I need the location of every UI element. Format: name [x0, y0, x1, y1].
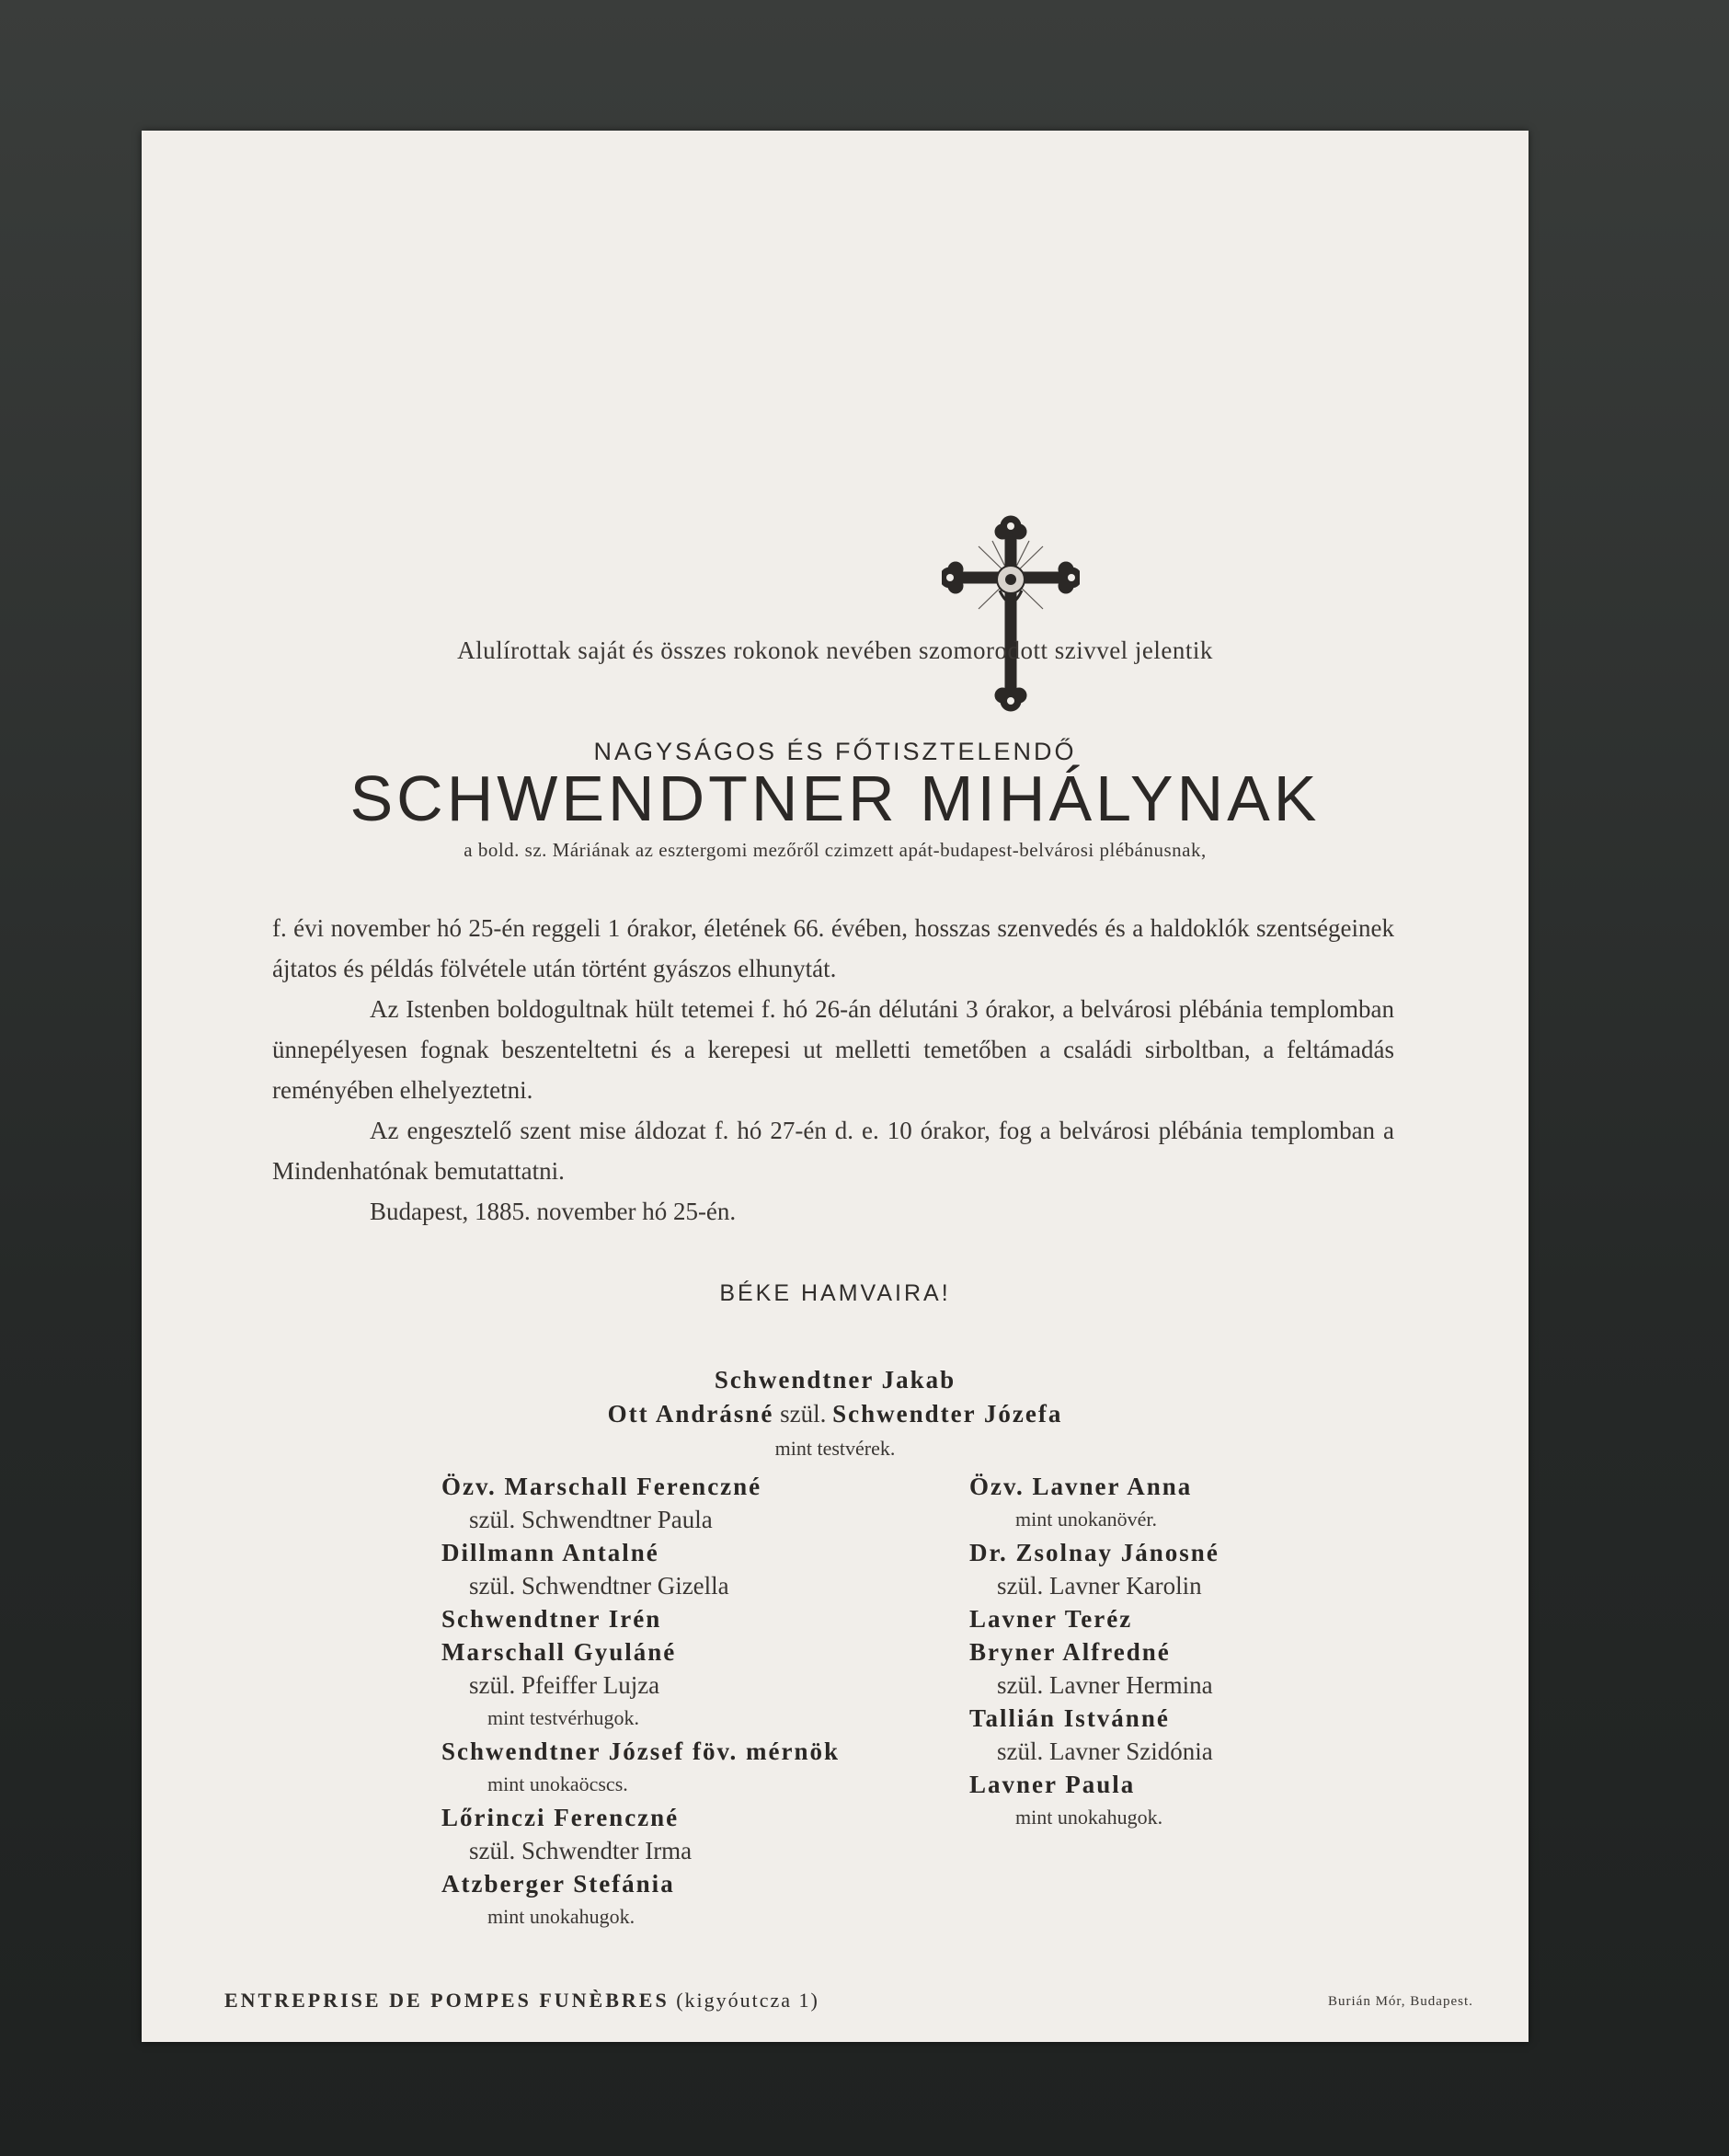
relative-name: Marschall Gyuláné	[441, 1638, 677, 1666]
sibling-name: Schwendtner Jakab	[714, 1366, 956, 1393]
relative-maiden-name: szül. Schwendter Irma	[469, 1837, 693, 1864]
undertaker-imprint: ENTREPRISE DE POMPES FUNÈBRES (kigyóutcza 1)	[224, 1989, 819, 2012]
sibling-name: Ott Andrásné szül. Schwendter Józefa	[607, 1400, 1063, 1428]
relation-note: mint testvérek.	[774, 1437, 896, 1460]
place-date: Budapest, 1885. november hó 25-én.	[370, 1198, 737, 1225]
deceased-position: a bold. sz. Máriának az esztergomi mezőről czimzett apát-budapest-belvárosi plébánusnak,	[464, 839, 1207, 861]
relative-name: Bryner Alfredné	[969, 1638, 1171, 1666]
funeral-notice-sheet	[142, 131, 1529, 2042]
relative-name: Özv. Lavner Anna	[969, 1473, 1193, 1500]
relative-name: Tallián Istvánné	[969, 1704, 1170, 1732]
relation-note: mint unokanövér.	[1015, 1508, 1157, 1531]
intro-line: Alulírottak saját és összes rokonok nevében szomorodott szivvel jelentik	[457, 636, 1213, 664]
cross-icon	[942, 513, 1080, 714]
relative-maiden-name: szül. Schwendtner Gizella	[469, 1572, 729, 1600]
funeral-details: Az Istenben boldogultnak hült tetemei f. hó 26-án délutáni 3 órakor, a belvárosi plébánia templomban ünnepélyesen fognak beszenteltetni és a kerepesi ut melletti temetőben a családi sirboltban, a feltámadás reményében elhelyeztetni.	[272, 995, 1394, 1104]
siblings-block	[142, 1363, 1529, 1465]
relative-maiden-name: szül. Lavner Karolin	[997, 1572, 1202, 1600]
relation-note: mint testvérhugok.	[487, 1706, 639, 1729]
deceased-name: SCHWENDTNER MIHÁLYNAK	[349, 763, 1321, 834]
printer-imprint: Burián Mór, Budapest.	[1328, 1994, 1473, 2009]
relation-note: mint unokahugok.	[1015, 1806, 1163, 1829]
relative-maiden-name: szül. Pfeiffer Lujza	[469, 1671, 660, 1699]
announcement-body	[272, 908, 1394, 1232]
relatives-right-column	[969, 1470, 1448, 1834]
relative-name: Dillmann Antalné	[441, 1539, 659, 1566]
relative-name: Atzberger Stefánia	[441, 1870, 675, 1898]
relation-note: mint unokaöcscs.	[487, 1772, 628, 1795]
honorific-title: NAGYSÁGOS ÉS FŐTISZTELENDŐ	[593, 738, 1077, 765]
relative-maiden-name: szül. Lavner Szidónia	[997, 1737, 1213, 1765]
rest-in-peace: BÉKE HAMVAIRA!	[719, 1280, 951, 1306]
death-details: f. évi november hó 25-én reggeli 1 órakor, életének 66. évében, hosszas szenvedés és a haldoklók szentségeinek ájtatos és példás fölvétele után történt gyászos elhunytát.	[272, 914, 1394, 982]
relative-name: Schwendtner Irén	[441, 1605, 662, 1633]
mass-details: Az engesztelő szent mise áldozat f. hó 27-én d. e. 10 órakor, fog a belvárosi plébánia templomban a Mindenhatónak bemutattatni.	[272, 1117, 1394, 1185]
relative-name: Lőrinczi Ferenczné	[441, 1804, 680, 1831]
relative-name: Özv. Marschall Ferenczné	[441, 1473, 762, 1500]
relative-name: Dr. Zsolnay Jánosné	[969, 1539, 1219, 1566]
relation-note: mint unokahugok.	[487, 1905, 635, 1928]
relatives-left-column	[441, 1470, 920, 1933]
relative-maiden-name: szül. Schwendtner Paula	[469, 1506, 713, 1533]
relative-name: Lavner Paula	[969, 1771, 1136, 1798]
relative-name: Schwendtner József föv. mérnök	[441, 1737, 840, 1765]
relative-name: Lavner Teréz	[969, 1605, 1133, 1633]
relative-maiden-name: szül. Lavner Hermina	[997, 1671, 1213, 1699]
